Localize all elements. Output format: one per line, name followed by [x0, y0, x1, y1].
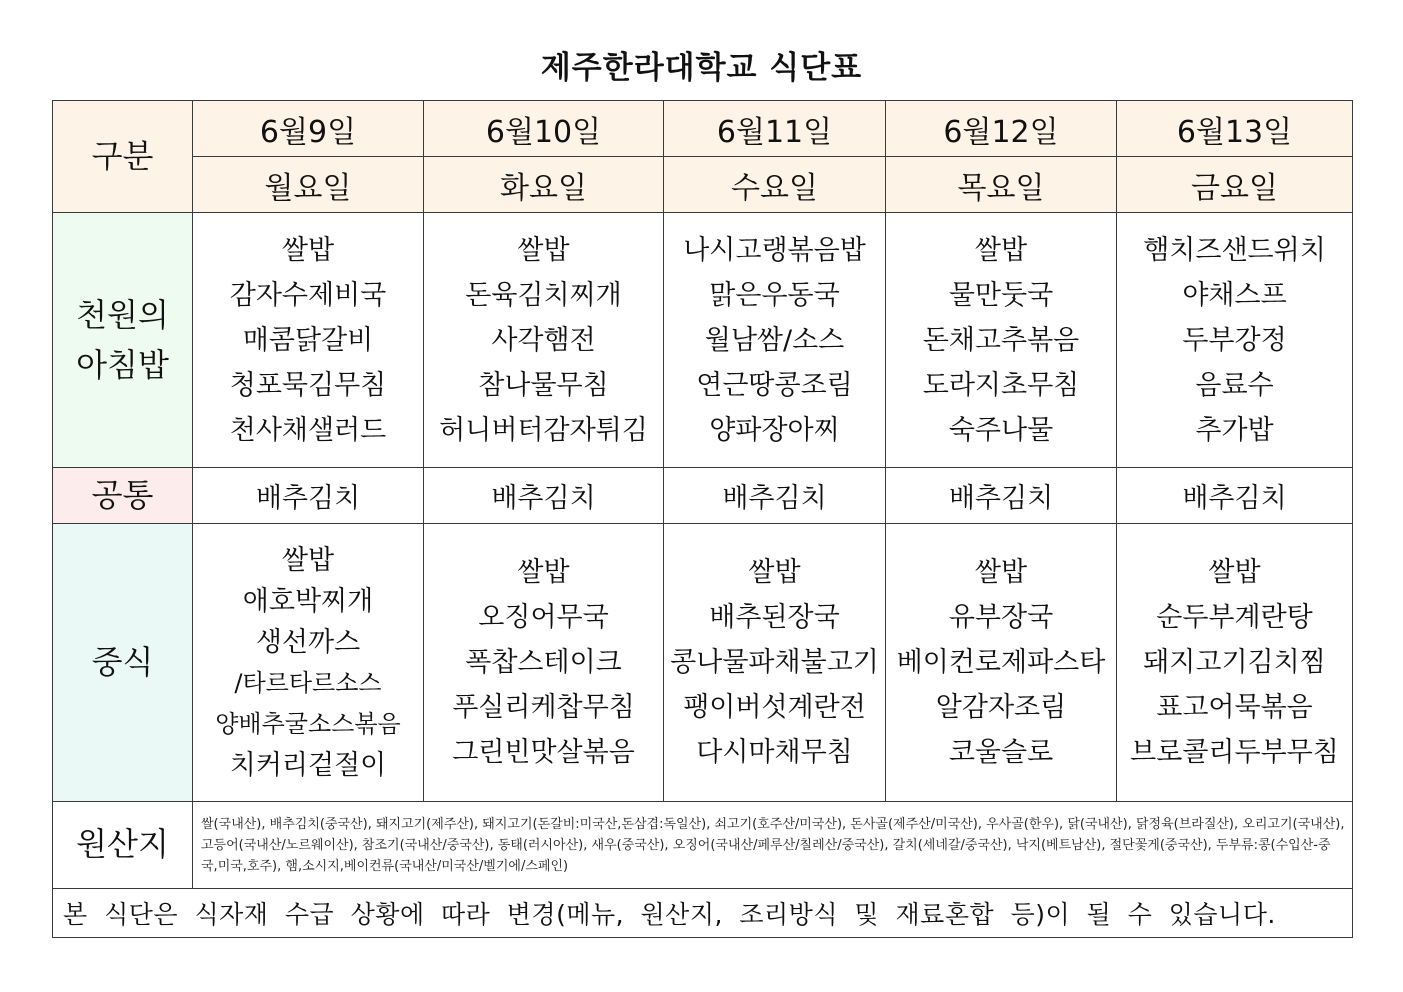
dish-item: 물만둣국: [948, 279, 1054, 311]
menu-table: [52, 100, 1353, 938]
dish-item: 쌀밥: [1208, 557, 1261, 588]
dish-item: 나시고랭볶음밥: [683, 234, 866, 266]
origin-text: 쌀(국내산), 배추김치(중국산), 돼지고기(제주산), 돼지고기(돈갈비:미국산,돈삼겹:독일산), 쇠고기(호주산/미국산), 돈사골(제주산/미국산), 우사골(한우), 닭(국내산), 닭정육(브라질산), 오리고기(국내산), 고등어(국내산/노르웨이산), 참조기(국내산/중국산), 동태(러시아산), 새우(중국산), 오징어(국내산/페루산/칠레산/중국산), 갈치(세네갈/중국산), 낙지(베트남산), 절단꽃게(중국산), 두부류:콩(수입산-중국,미국,호주), 햄,소시지,베이컨류(국내산/미국산/벨기에/스페인): [193, 802, 1353, 889]
dish-item: 알감자조림: [935, 692, 1067, 723]
dish-item: 음료수: [1195, 369, 1274, 401]
dish-item: 야채스프: [1182, 279, 1287, 311]
dish-item: 브로콜리두부무침: [1130, 737, 1339, 768]
dish-item: 그린빈맛살볶음: [452, 737, 635, 768]
lunch-thu: [886, 524, 1117, 802]
dish-item: 청포묵김무침: [229, 369, 387, 401]
dish-item: 매콤닭갈비: [242, 324, 374, 356]
dish-item: 월남쌈/소스: [704, 324, 845, 356]
day-header-thu: 목요일: [886, 157, 1117, 213]
dish-item: 돼지고기김치찜: [1143, 647, 1326, 678]
date-header-thu: 6월12일: [886, 101, 1117, 157]
dish-item: 코울슬로: [948, 737, 1054, 768]
dish-item: 폭찹스테이크: [465, 647, 622, 678]
lunch-label: 중식: [53, 524, 193, 802]
common-mon: 배추김치: [193, 468, 424, 524]
dish-item: 베이컨로제파스타: [896, 647, 1106, 678]
dish-item: 연근땅콩조림: [696, 369, 853, 401]
dish-item: 천사채샐러드: [229, 414, 387, 446]
dish-item: 쌀밥: [517, 234, 570, 266]
dish-item: 허니버터감자튀김: [439, 414, 648, 446]
date-header-wed: 6월11일: [664, 101, 886, 157]
breakfast-label-line1: 천원의: [76, 296, 169, 334]
dish-item: 팽이버섯계란전: [683, 692, 866, 723]
dish-item: 쌀밥: [517, 557, 570, 588]
dish-item: 숙주나물: [948, 414, 1054, 446]
date-header-mon: 6월9일: [193, 101, 424, 157]
dish-item: 유부장국: [948, 602, 1054, 633]
dish-item: 사각햄전: [491, 324, 596, 356]
dish-item: 쌀밥: [281, 234, 335, 266]
dish-item: 양파장아찌: [709, 414, 840, 446]
dish-item: 치커리겉절이: [229, 749, 387, 781]
dish-item: 쌀밥: [748, 557, 801, 588]
breakfast-label: [53, 213, 193, 468]
breakfast-wed: [664, 213, 886, 468]
common-fri: 배추김치: [1117, 468, 1353, 524]
dish-item: 쌀밥: [974, 234, 1028, 266]
common-wed: 배추김치: [664, 468, 886, 524]
dish-item: 맑은우동국: [709, 279, 840, 311]
notice-text: 본 식단은 식자재 수급 상황에 따라 변경(메뉴, 원산지, 조리방식 및 재료혼합 등)이 될 수 있습니다.: [53, 889, 1353, 938]
dish-item: 푸실리케찹무침: [452, 692, 635, 723]
dish-item: 돈육김치찌개: [465, 279, 622, 311]
page-title: 제주한라대학교 식단표: [540, 50, 863, 86]
dish-item: 추가밥: [1195, 414, 1274, 446]
category-header: 구분: [53, 101, 193, 213]
dish-item: 쌀밥: [974, 557, 1028, 588]
date-header-tue: 6월10일: [424, 101, 664, 157]
date-header-fri: 6월13일: [1117, 101, 1353, 157]
dish-item: 생선까스: [255, 626, 361, 658]
lunch-fri: [1117, 524, 1353, 802]
day-header-wed: 수요일: [664, 157, 886, 213]
dish-item: /타르타르소스: [234, 668, 382, 697]
lunch-mon: [193, 524, 424, 802]
lunch-tue: [424, 524, 664, 802]
day-header-mon: 월요일: [193, 157, 424, 213]
dish-item: 오징어무국: [478, 602, 609, 633]
dish-item: 콩나물파채불고기: [670, 647, 879, 678]
common-thu: 배추김치: [886, 468, 1117, 524]
breakfast-thu: [886, 213, 1117, 468]
dish-item: 참나물무침: [478, 369, 609, 401]
breakfast-mon: [193, 213, 424, 468]
lunch-wed: [664, 524, 886, 802]
dish-item: 배추된장국: [709, 602, 840, 633]
breakfast-fri: [1117, 213, 1353, 468]
breakfast-label-line2: 아침밥: [76, 346, 169, 384]
origin-label: 원산지: [53, 802, 193, 889]
dish-item: 순두부계란탕: [1156, 602, 1313, 633]
day-header-tue: 화요일: [424, 157, 664, 213]
dish-item: 다시마채무침: [696, 737, 853, 768]
breakfast-tue: [424, 213, 664, 468]
dish-item: 도라지초무침: [922, 369, 1080, 401]
day-header-fri: 금요일: [1117, 157, 1353, 213]
dish-item: 양배추굴소스볶음: [215, 709, 401, 738]
dish-item: 쌀밥: [281, 544, 335, 576]
dish-item: 돈채고추볶음: [922, 324, 1080, 356]
dish-item: 표고어묵볶음: [1156, 692, 1313, 723]
common-label: 공통: [53, 468, 193, 524]
dish-item: 햄치즈샌드위치: [1143, 234, 1326, 266]
dish-item: 감자수제비국: [229, 279, 387, 311]
dish-item: 두부강정: [1182, 324, 1287, 356]
dish-item: 애호박찌개: [242, 585, 374, 617]
common-tue: 배추김치: [424, 468, 664, 524]
